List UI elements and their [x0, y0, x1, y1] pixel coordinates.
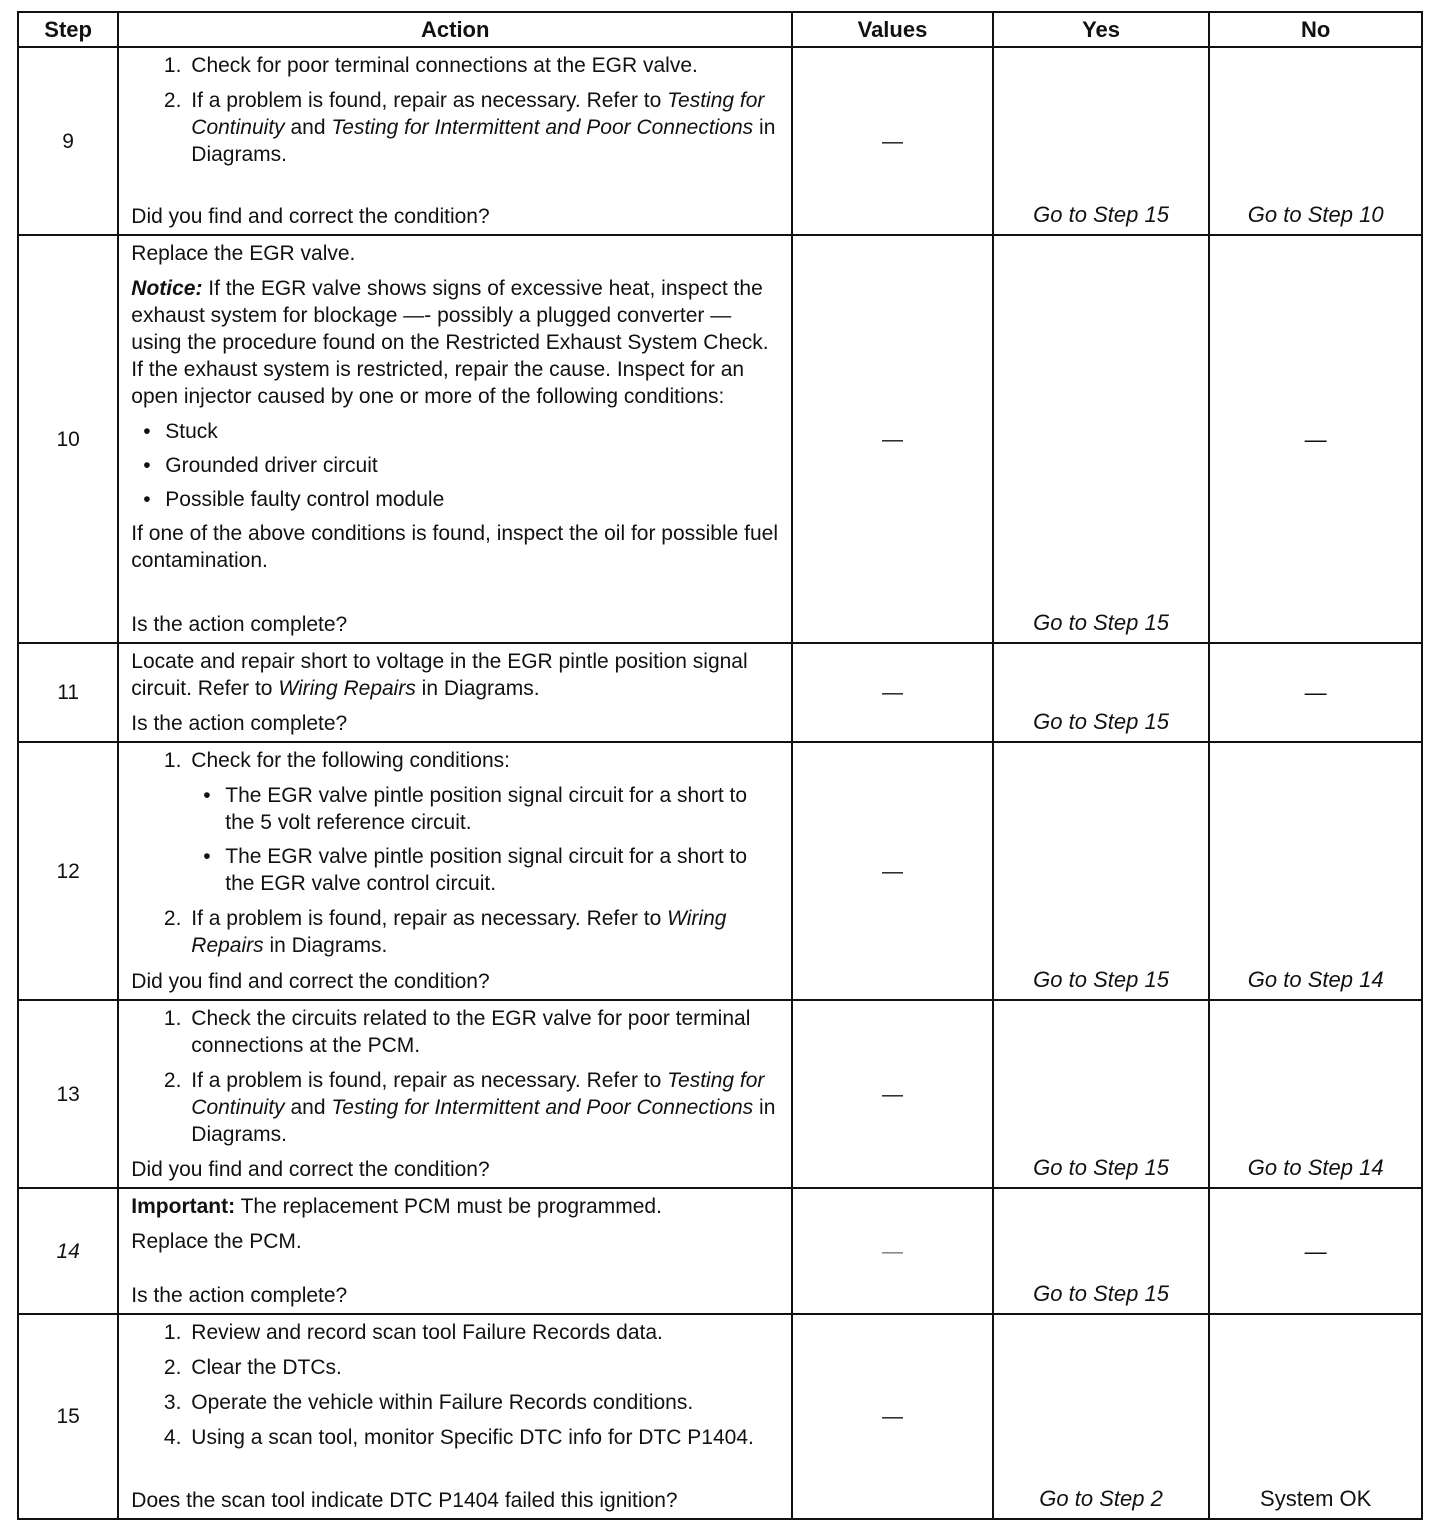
ref-link: Testing for Continuity [191, 1069, 765, 1119]
action-item: 1. Check the circuits related to the EGR valve for poor terminal connections at the PCM. [187, 1005, 781, 1059]
notice-label: Notice: [131, 277, 203, 300]
action-item: 2. If a problem is found, repair as necessary. Refer to Testing for Continuity and Testing for Intermittent and Poor Connections in Diagrams. [187, 1067, 781, 1148]
action-text: Replace the PCM. [131, 1230, 302, 1253]
header-row [18, 12, 1422, 47]
action-cell [118, 742, 792, 1000]
list-item: • Possible faulty control module [165, 486, 781, 513]
yes-result: Go to Step 15 [993, 1188, 1210, 1314]
diagnostic-table [17, 11, 1423, 1520]
action-question: Does the scan tool indicate DTC P1404 failed this ignition? [131, 1489, 678, 1512]
action-text: Locate and repair short to voltage in the EGR pintle position signal circuit. Refer to Wiring Repairs in Diagrams. [131, 650, 748, 700]
action-item: 4. Using a scan tool, monitor Specific DTC info for DTC P1404. [187, 1424, 781, 1451]
step-number: 14 [18, 1188, 118, 1314]
action-item: 1. Review and record scan tool Failure Records data. [187, 1319, 781, 1346]
ref-link: Testing for Intermittent and Poor Connections [331, 1096, 754, 1119]
step-number: 11 [18, 643, 118, 742]
notice-text: Notice: If the EGR valve shows signs of excessive heat, inspect the exhaust system for blockage —- possibly a plugged converter — using the procedure found on the Restricted Exhaust System Check. If the exhaust system is restricted, repair the cause. Inspect for an open injector caused by one or more of the following conditions: [131, 277, 769, 408]
step-number: 15 [18, 1314, 118, 1519]
action-question: Did you find and correct the condition? [131, 205, 490, 228]
action-item: 2. Clear the DTCs. [187, 1354, 781, 1381]
action-cell [118, 235, 792, 643]
action-question: Is the action complete? [131, 712, 348, 735]
no-result: Go to Step 14 [1209, 1000, 1422, 1188]
action-cell [118, 1000, 792, 1188]
no-dash: — [1209, 235, 1422, 643]
step-number: 13 [18, 1000, 118, 1188]
table-row-step-9 [18, 47, 1422, 235]
header-no: No [1209, 12, 1422, 47]
action-cell [118, 1314, 792, 1519]
action-question: Is the action complete? [131, 1284, 348, 1307]
table-row-step-15 [18, 1314, 1422, 1519]
header-step: Step [18, 12, 118, 47]
header-values: Values [792, 12, 993, 47]
action-question: Did you find and correct the condition? [131, 1158, 490, 1181]
action-question: Did you find and correct the condition? [131, 970, 490, 993]
action-cell [118, 47, 792, 235]
table-row-step-12 [18, 742, 1422, 1000]
no-result: System OK [1209, 1314, 1422, 1519]
list-item: • The EGR valve pintle position signal circuit for a short to the 5 volt reference circuit. [225, 782, 781, 836]
table-row-step-11 [18, 643, 1422, 742]
action-item: 2. If a problem is found, repair as necessary. Refer to Testing for Continuity and Testing for Intermittent and Poor Connections in Diagrams. [187, 87, 781, 168]
list-item: • Stuck [165, 418, 781, 445]
yes-result: Go to Step 15 [993, 1000, 1210, 1188]
yes-result: Go to Step 15 [993, 235, 1210, 643]
header-action: Action [118, 12, 792, 47]
no-result: Go to Step 14 [1209, 742, 1422, 1000]
action-cell [118, 1188, 792, 1314]
yes-result: Go to Step 15 [993, 47, 1210, 235]
values-dash: — [792, 1188, 993, 1314]
important-text: Important: The replacement PCM must be programmed. [131, 1195, 662, 1218]
values-dash: — [792, 1314, 993, 1519]
no-dash: — [1209, 1188, 1422, 1314]
action-item: 1. Check for the following conditions: • The EGR valve pintle position signal circuit for a short to the 5 volt reference circuit. • The EGR valve pintle position signal circuit for a short to the EGR valve control circuit. [187, 747, 781, 897]
values-dash: — [792, 47, 993, 235]
values-dash: — [792, 742, 993, 1000]
yes-result: Go to Step 2 [993, 1314, 1210, 1519]
action-item: 2. If a problem is found, repair as necessary. Refer to Wiring Repairs in Diagrams. [187, 905, 781, 959]
step-number: 12 [18, 742, 118, 1000]
values-dash: — [792, 235, 993, 643]
table-row-step-10 [18, 235, 1422, 643]
ref-link: Wiring Repairs [278, 677, 416, 700]
yes-result: Go to Step 15 [993, 742, 1210, 1000]
ref-link: Testing for Continuity [191, 89, 765, 139]
no-result: Go to Step 10 [1209, 47, 1422, 235]
ref-link: Testing for Intermittent and Poor Connections [331, 116, 754, 139]
table-row-step-14 [18, 1188, 1422, 1314]
list-item: • The EGR valve pintle position signal circuit for a short to the EGR valve control circuit. [225, 843, 781, 897]
list-item: • Grounded driver circuit [165, 452, 781, 479]
action-question: Is the action complete? [131, 613, 348, 636]
action-item: 1. Check for poor terminal connections at the EGR valve. [187, 52, 781, 79]
values-dash: — [792, 643, 993, 742]
action-text: If one of the above conditions is found, inspect the oil for possible fuel contamination. [131, 522, 779, 572]
step-number: 9 [18, 47, 118, 235]
values-dash: — [792, 1000, 993, 1188]
action-text: Replace the EGR valve. [131, 242, 356, 265]
step-number: 10 [18, 235, 118, 643]
header-yes: Yes [993, 12, 1210, 47]
action-cell [118, 643, 792, 742]
ref-link: Wiring Repairs [191, 907, 727, 957]
important-label: Important: [131, 1195, 236, 1218]
no-dash: — [1209, 643, 1422, 742]
action-item: 3. Operate the vehicle within Failure Records conditions. [187, 1389, 781, 1416]
table-row-step-13 [18, 1000, 1422, 1188]
yes-result: Go to Step 15 [993, 643, 1210, 742]
